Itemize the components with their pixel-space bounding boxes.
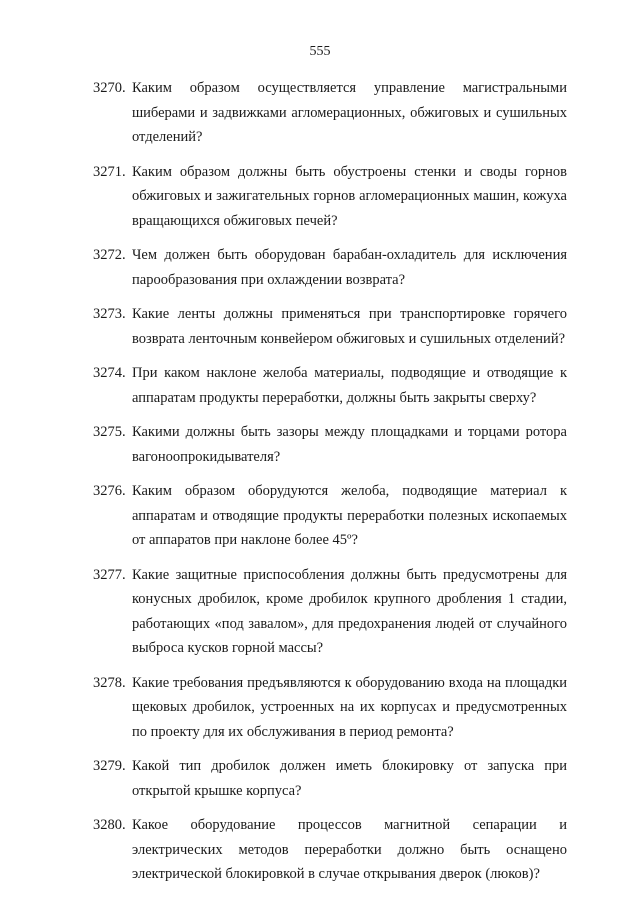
question-number: 3271. [93,163,126,180]
question-3275 [93,420,567,469]
question-3270 [93,76,567,150]
question-text: Каким образом осуществляется управление магистральными шиберами и задвижками агломерационных, обжиговых и сушильных отделений? [132,80,567,145]
page-number: 555 [309,44,331,59]
question-number: 3274. [93,365,126,381]
question-text: Какое оборудование процессов магнитной сепарации и электрических методов переработки должно быть оснащено электрической блокировкой в случае открывания дверок (люков)? [132,817,567,882]
question-text: Каким образом должны быть обустроены стенки и своды горнов обжиговых и зажигательных горнов агломерационных машин, кожуха вращающихся обжиговых печей? [132,163,567,229]
question-number: 3275. [93,424,126,440]
question-text: Чем должен быть оборудован барабан-охладитель для исключения парообразования при охлаждении возврата? [132,247,567,288]
question-number: 3280. [93,817,126,833]
question-3280 [93,813,567,887]
question-list [93,76,567,897]
question-3279 [93,754,567,803]
question-text: Какой тип дробилок должен иметь блокировку от запуска при открытой крышке корпуса? [132,758,567,799]
question-3278 [93,671,567,745]
question-text: При каком наклоне желоба материалы, подводящие и отводящие к аппаратам продукты переработки, должны быть закрыты сверху? [132,365,567,406]
question-number: 3277. [93,566,126,583]
question-text: Какие требования предъявляются к оборудованию входа на площадки щековых дробилок, устроенных на их корпусах и предусмотренных по проекту для их обслуживания в период ремонта? [132,674,567,740]
question-3277 [93,563,567,661]
question-3271 [93,160,567,234]
question-text: Каким образом оборудуются желоба, подводящие материал к аппаратам и отводящие продукты переработки полезных ископаемых от аппаратов при наклоне более 45º? [132,483,567,548]
question-3272 [93,243,567,292]
question-number: 3279. [93,758,126,774]
question-number: 3276. [93,483,126,499]
question-text: Какие ленты должны применяться при транспортировке горячего возврата ленточным конвейером обжиговых и сушильных отделений? [132,306,567,347]
question-text: Какими должны быть зазоры между площадками и торцами ротора вагоноопрокидывателя? [132,424,567,465]
question-number: 3270. [93,80,126,96]
question-number: 3272. [93,247,126,263]
question-3274 [93,361,567,410]
question-text: Какие защитные приспособления должны быть предусмотрены для конусных дробилок, кроме дробилок крупного дробления 1 стадии, работающих «под завалом», для предохранения людей от случайного выброса кусков горной массы? [132,566,567,656]
question-number: 3278. [93,674,126,691]
question-3276 [93,479,567,553]
question-3273 [93,302,567,351]
question-number: 3273. [93,306,126,322]
